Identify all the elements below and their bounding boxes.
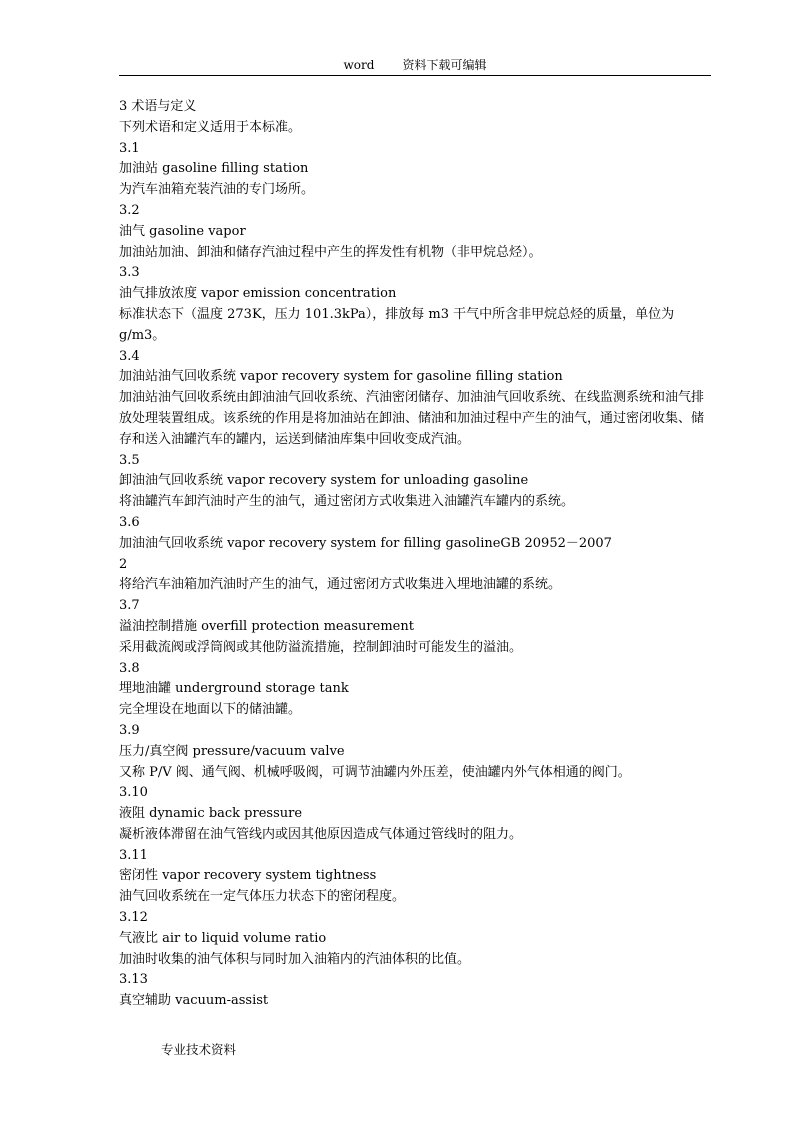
term-number: 3.4	[119, 348, 140, 364]
term-number: 3.2	[119, 202, 140, 218]
term-name: 加油油气回收系统 vapor recovery system for filling gasolineGB 20952－2007	[119, 535, 612, 551]
term-definition: 将油罐汽车卸汽油时产生的油气，通过密闭方式收集进入油罐汽车罐内的系统。	[119, 494, 575, 510]
term-name: 油气 gasoline vapor	[119, 223, 246, 239]
term-number: 3.8	[119, 660, 140, 676]
document-body	[119, 97, 711, 1012]
term-name: 密闭性 vapor recovery system tightness	[119, 868, 377, 884]
term-definition: 完全埋设在地面以下的储油罐。	[119, 702, 302, 718]
term-name: 卸油油气回收系统 vapor recovery system for unloading gasoline	[119, 473, 529, 489]
term-name: 加油站油气回收系统 vapor recovery system for gasoline filling station	[119, 369, 563, 385]
term-definition: 加油站加油、卸油和储存汽油过程中产生的挥发性有机物（非甲烷总烃）。	[119, 244, 542, 260]
term-number: 3.10	[119, 785, 148, 801]
term-number: 3.13	[119, 972, 148, 988]
term-number: 3.7	[119, 598, 140, 614]
term-name: 真空辅助 vacuum-assist	[119, 993, 269, 1009]
term-number: 3.9	[119, 722, 140, 738]
page-footer: 专业技术资料	[161, 1042, 237, 1057]
header-left-text: word	[343, 58, 375, 72]
term-definition: 又称 P/V 阀、通气阀、机械呼吸阀，可调节油罐内外压差，使油罐内外气体相通的阀门。	[119, 764, 631, 780]
term-number: 3.6	[119, 514, 140, 530]
term-number: 3.12	[119, 910, 148, 926]
page-header	[119, 57, 711, 76]
section-title: 3 术语与定义	[119, 99, 197, 114]
term-name: 埋地油罐 underground storage tank	[119, 681, 349, 697]
term-definition: 凝析液体滞留在油气管线内或因其他原因造成气体通过管线时的阻力。	[119, 826, 523, 842]
term-definition: 标准状态下（温度 273K，压力 101.3kPa），排放每 m3 干气中所含非甲烷总烃的质量，单位为 g/m3。	[119, 306, 675, 343]
section-intro: 下列术语和定义适用于本标准。	[119, 119, 302, 135]
term-name: 溢油控制措施 overfill protection measurement	[119, 618, 414, 634]
term-definition: 采用截流阀或浮筒阀或其他防溢流措施，控制卸油时可能发生的溢油。	[119, 639, 523, 655]
term-definition: 为汽车油箱充装汽油的专门场所。	[119, 182, 315, 198]
term-definition: 加油时收集的油气体积与同时加入油箱内的汽油体积的比值。	[119, 951, 471, 967]
header-right-text: 资料下载可编辑	[402, 58, 487, 72]
term-definition: 加油站油气回收系统由卸油油气回收系统、汽油密闭储存、加油油气回收系统、在线监测系统和油气排放处理装置组成。该系统的作用是将加油站在卸油、储油和加油过程中产生的油气，通过密闭收集、储存和送入油罐汽车的罐内，运送到储油库集中回收变成汽油。	[119, 390, 705, 447]
page-number-artifact: 2	[119, 556, 128, 572]
term-name: 液阻 dynamic back pressure	[119, 806, 303, 822]
term-number: 3.1	[119, 140, 140, 156]
term-number: 3.3	[119, 265, 140, 281]
term-definition: 油气回收系统在一定气体压力状态下的密闭程度。	[119, 889, 406, 905]
term-name: 加油站 gasoline filling station	[119, 161, 309, 177]
term-name: 压力/真空阀 pressure/vacuum valve	[119, 743, 345, 759]
term-definition: 将给汽车油箱加汽油时产生的油气，通过密闭方式收集进入埋地油罐的系统。	[119, 577, 562, 593]
term-name: 气液比 air to liquid volume ratio	[119, 930, 327, 946]
term-number: 3.11	[119, 847, 148, 863]
term-name: 油气排放浓度 vapor emission concentration	[119, 286, 397, 302]
term-number: 3.5	[119, 452, 140, 468]
